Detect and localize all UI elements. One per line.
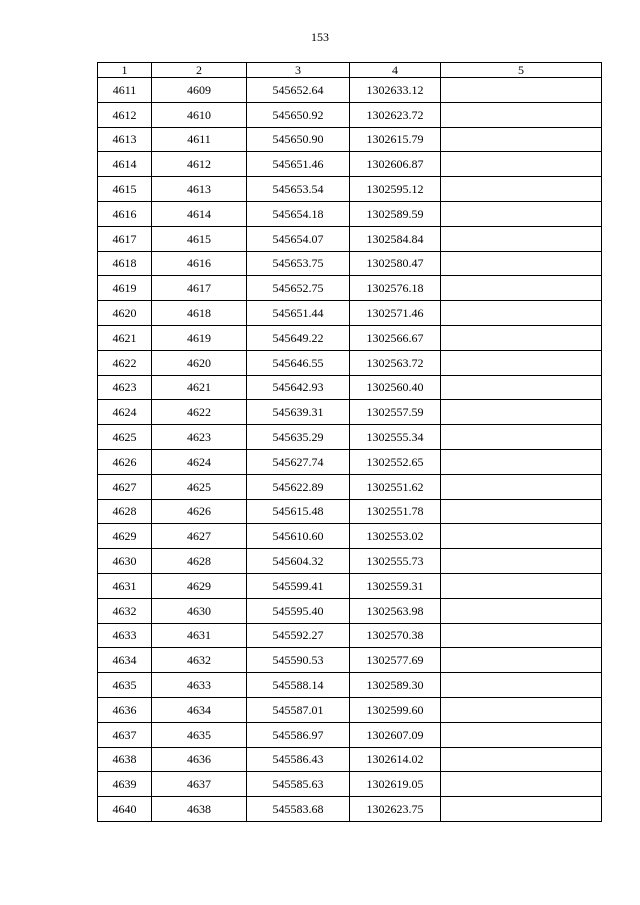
table-row [98,524,602,549]
table-cell: 4619 [98,276,152,301]
table-cell: 545590.53 [247,648,350,673]
table-cell: 4619 [152,325,247,350]
table-cell: 4621 [152,375,247,400]
table-cell: 1302557.59 [350,400,441,425]
table-cell: 545588.14 [247,673,350,698]
table-cell: 545651.46 [247,152,350,177]
table-row [98,78,602,103]
table-row [98,276,602,301]
table-cell [441,226,602,251]
header-row [98,63,602,78]
table-row [98,549,602,574]
table-row [98,673,602,698]
table-cell: 4634 [152,697,247,722]
table-cell: 4625 [98,425,152,450]
table-cell: 545652.64 [247,78,350,103]
table-cell: 1302623.72 [350,102,441,127]
table-cell: 4617 [152,276,247,301]
table-cell: 1302595.12 [350,177,441,202]
table-cell: 4633 [152,673,247,698]
table-row [98,722,602,747]
table-cell: 4613 [152,177,247,202]
table-cell [441,425,602,450]
table-row [98,772,602,797]
table-cell: 4616 [98,201,152,226]
table-row [98,499,602,524]
table-cell: 4629 [152,573,247,598]
table-cell: 4631 [98,573,152,598]
table-cell: 4638 [98,747,152,772]
table-cell: 1302553.02 [350,524,441,549]
table-cell: 4627 [98,474,152,499]
table-cell: 1302560.40 [350,375,441,400]
table-cell [441,201,602,226]
table-cell: 545610.60 [247,524,350,549]
table-cell: 4612 [98,102,152,127]
table-cell: 1302580.47 [350,251,441,276]
table-row [98,201,602,226]
table-cell: 545646.55 [247,350,350,375]
table-cell: 545653.54 [247,177,350,202]
table-cell [441,152,602,177]
table-cell: 4633 [98,623,152,648]
table-cell [441,375,602,400]
table-cell [441,499,602,524]
table-cell: 1302614.02 [350,747,441,772]
table-cell: 545654.18 [247,201,350,226]
table-cell: 545627.74 [247,449,350,474]
table-row [98,598,602,623]
table-cell: 545650.92 [247,102,350,127]
table-cell: 4612 [152,152,247,177]
table-cell: 545649.22 [247,325,350,350]
table-cell: 4630 [98,549,152,574]
table-cell: 545586.97 [247,722,350,747]
table-cell [441,78,602,103]
coordinates-table [97,62,602,822]
table-cell: 4623 [152,425,247,450]
table-cell [441,797,602,822]
table-cell [441,673,602,698]
table-cell: 4621 [98,325,152,350]
table-cell: 4626 [152,499,247,524]
column-header: 3 [247,63,350,78]
table-cell: 4611 [98,78,152,103]
table-cell: 4617 [98,226,152,251]
table-cell: 545615.48 [247,499,350,524]
table-cell [441,573,602,598]
table-cell: 545587.01 [247,697,350,722]
table-cell: 4618 [152,301,247,326]
table-cell: 1302589.30 [350,673,441,698]
table-cell [441,697,602,722]
table-cell: 1302566.67 [350,325,441,350]
table-cell: 4639 [98,772,152,797]
table-cell: 4628 [98,499,152,524]
column-header: 5 [441,63,602,78]
table-cell [441,449,602,474]
table-cell: 4624 [152,449,247,474]
table-row [98,152,602,177]
page-number: 153 [311,30,329,44]
table-cell: 545604.32 [247,549,350,574]
table-cell: 4632 [98,598,152,623]
table-cell: 4613 [98,127,152,152]
table-row [98,623,602,648]
table-cell: 1302577.69 [350,648,441,673]
table-cell: 4637 [98,722,152,747]
table-cell: 4614 [98,152,152,177]
table-cell: 4632 [152,648,247,673]
table-row [98,449,602,474]
table-cell: 4620 [98,301,152,326]
table-cell: 4637 [152,772,247,797]
table-cell [441,325,602,350]
table-cell: 1302619.05 [350,772,441,797]
table-cell [441,102,602,127]
table-cell [441,276,602,301]
table-cell: 4634 [98,648,152,673]
table-cell: 4622 [98,350,152,375]
table-row [98,375,602,400]
table-cell: 1302551.62 [350,474,441,499]
table-cell: 1302633.12 [350,78,441,103]
table-cell [441,772,602,797]
table-row [98,350,602,375]
table-cell: 4622 [152,400,247,425]
table-cell: 545650.90 [247,127,350,152]
table-cell [441,524,602,549]
table-cell: 1302570.38 [350,623,441,648]
table-cell: 545599.41 [247,573,350,598]
table-cell: 545583.68 [247,797,350,822]
table-row [98,697,602,722]
table-cell: 545639.31 [247,400,350,425]
table-cell: 545642.93 [247,375,350,400]
table-cell [441,722,602,747]
table-cell: 1302552.65 [350,449,441,474]
column-header: 4 [350,63,441,78]
table-cell: 4626 [98,449,152,474]
table-cell: 4640 [98,797,152,822]
table-cell: 4636 [98,697,152,722]
table-cell: 4627 [152,524,247,549]
table-cell: 4618 [98,251,152,276]
table-cell: 1302555.34 [350,425,441,450]
table-row [98,797,602,822]
table-cell: 1302623.75 [350,797,441,822]
table-cell: 4636 [152,747,247,772]
table-row [98,400,602,425]
table-cell: 4620 [152,350,247,375]
table-cell: 1302584.84 [350,226,441,251]
table-cell: 545654.07 [247,226,350,251]
column-header: 1 [98,63,152,78]
table-cell: 545653.75 [247,251,350,276]
table-cell: 1302551.78 [350,499,441,524]
table-cell: 1302576.18 [350,276,441,301]
table-cell: 4629 [98,524,152,549]
table-row [98,325,602,350]
table-cell: 4631 [152,623,247,648]
table-cell: 545622.89 [247,474,350,499]
table-cell [441,648,602,673]
table-cell: 4614 [152,201,247,226]
table-cell: 545651.44 [247,301,350,326]
table-cell: 4616 [152,251,247,276]
table-body [98,78,602,822]
table-row [98,127,602,152]
table-cell: 1302589.59 [350,201,441,226]
table-cell [441,623,602,648]
table-cell: 1302607.09 [350,722,441,747]
table-cell: 4628 [152,549,247,574]
table-cell: 545652.75 [247,276,350,301]
table-row [98,177,602,202]
table-cell [441,350,602,375]
table-cell: 1302606.87 [350,152,441,177]
table-row [98,474,602,499]
table-cell [441,747,602,772]
column-header: 2 [152,63,247,78]
table-row [98,301,602,326]
table-cell: 4615 [152,226,247,251]
table-cell [441,598,602,623]
table-cell: 1302563.72 [350,350,441,375]
table-cell: 4638 [152,797,247,822]
table-cell: 4611 [152,127,247,152]
table-cell: 545586.43 [247,747,350,772]
table-cell: 4635 [98,673,152,698]
table-cell: 545592.27 [247,623,350,648]
table-row [98,226,602,251]
table-cell: 545635.29 [247,425,350,450]
table-cell: 4624 [98,400,152,425]
table-cell: 4635 [152,722,247,747]
table-cell: 4630 [152,598,247,623]
table-row [98,573,602,598]
table-cell [441,177,602,202]
table-cell: 1302555.73 [350,549,441,574]
table-cell: 4623 [98,375,152,400]
table-cell: 4609 [152,78,247,103]
table-cell [441,251,602,276]
table-cell: 4625 [152,474,247,499]
table-cell: 1302599.60 [350,697,441,722]
table-cell: 545585.63 [247,772,350,797]
table-row [98,425,602,450]
table-cell: 545595.40 [247,598,350,623]
table-cell: 1302571.46 [350,301,441,326]
table-cell [441,127,602,152]
table-cell [441,549,602,574]
table-cell [441,400,602,425]
table-cell: 4615 [98,177,152,202]
table-cell [441,474,602,499]
table-row [98,648,602,673]
table-row [98,102,602,127]
table-cell: 1302615.79 [350,127,441,152]
table-cell [441,301,602,326]
table-row [98,747,602,772]
table-row [98,251,602,276]
table-cell: 1302563.98 [350,598,441,623]
table-cell: 4610 [152,102,247,127]
table-cell: 1302559.31 [350,573,441,598]
